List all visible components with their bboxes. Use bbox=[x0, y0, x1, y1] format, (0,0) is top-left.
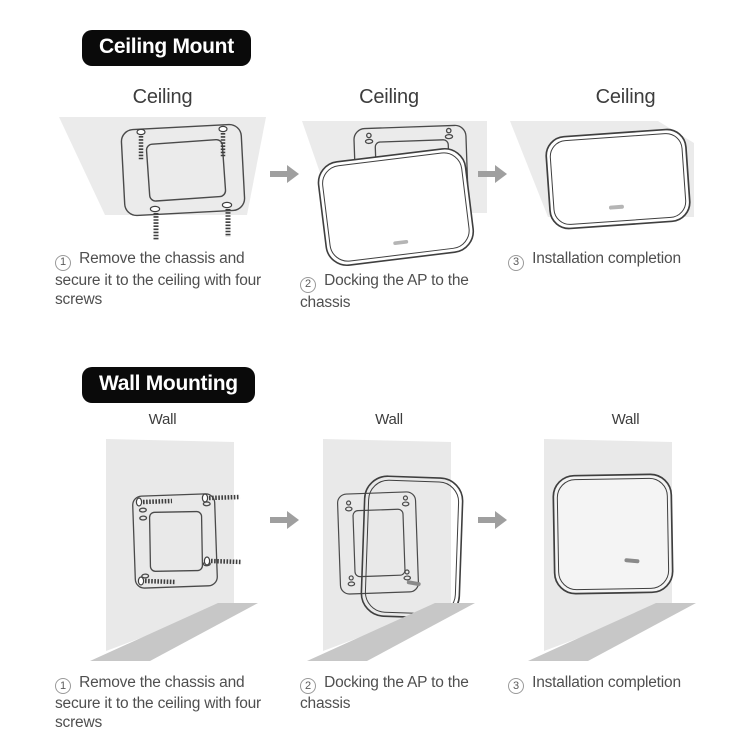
surface-label-ceiling: Ceiling bbox=[359, 86, 419, 108]
step-caption bbox=[55, 673, 263, 733]
step-caption bbox=[55, 249, 263, 309]
ceiling-steps-row bbox=[0, 86, 750, 312]
surface-label-wall: Wall bbox=[375, 410, 403, 428]
step-caption bbox=[300, 673, 485, 714]
arrow-right-icon bbox=[478, 164, 508, 184]
ceiling-step3-illustration bbox=[508, 113, 723, 241]
wall-step1-illustration bbox=[90, 433, 255, 665]
step-caption-text: Installation completion bbox=[532, 673, 681, 691]
step-arrow bbox=[270, 510, 300, 530]
arrow-right-icon bbox=[270, 510, 300, 530]
wall-step2-illustration bbox=[307, 433, 472, 665]
arrow-right-icon bbox=[478, 510, 508, 530]
surface-label-wall: Wall bbox=[611, 410, 640, 428]
screw bbox=[150, 206, 159, 240]
step-number-badge: 1 bbox=[55, 255, 71, 271]
arrow-right-icon bbox=[270, 164, 300, 184]
surface-label-ceiling: Ceiling bbox=[132, 86, 193, 108]
step-number-badge: 1 bbox=[55, 678, 71, 694]
step-caption-text: Installation completion bbox=[532, 250, 681, 267]
ap-device bbox=[545, 128, 691, 230]
ceiling-step-3 bbox=[508, 86, 743, 271]
ceiling-mount-badge: Ceiling Mount bbox=[82, 30, 251, 66]
ap-device bbox=[316, 146, 476, 267]
step-arrow bbox=[478, 164, 508, 184]
step-caption-text: Docking the AP to the chassis bbox=[300, 673, 469, 712]
step-caption bbox=[300, 271, 485, 312]
ceiling-step-1 bbox=[55, 86, 270, 309]
wall-step-3 bbox=[508, 411, 743, 695]
wall-mounting-badge: Wall Mounting bbox=[82, 367, 255, 403]
step-caption bbox=[508, 673, 738, 695]
wall-step-1 bbox=[55, 411, 270, 733]
step-number-badge: 2 bbox=[300, 678, 316, 694]
surface-label-ceiling: Ceiling bbox=[595, 86, 656, 108]
step-number-badge: 3 bbox=[508, 678, 524, 694]
wall-steps-row bbox=[0, 411, 750, 733]
ap-device bbox=[553, 473, 673, 593]
step-number-badge: 3 bbox=[508, 255, 524, 271]
ceiling-step1-illustration bbox=[55, 113, 270, 241]
step-arrow bbox=[270, 164, 300, 184]
wall-step-2 bbox=[300, 411, 478, 714]
step-caption bbox=[508, 249, 738, 271]
screw bbox=[222, 202, 231, 237]
step-caption-text: Remove the chassis and secure it to the ceiling with four screws bbox=[55, 250, 261, 308]
step-caption-text: Docking the AP to the chassis bbox=[300, 272, 469, 311]
surface-label-wall: Wall bbox=[148, 410, 177, 428]
wall-step3-illustration bbox=[528, 433, 693, 665]
ceiling-step-2 bbox=[300, 86, 478, 312]
ceiling-step2-illustration bbox=[300, 113, 490, 263]
step-caption-text: Remove the chassis and secure it to the ceiling with four screws bbox=[55, 673, 261, 731]
step-arrow bbox=[478, 510, 508, 530]
step-number-badge: 2 bbox=[300, 277, 316, 293]
